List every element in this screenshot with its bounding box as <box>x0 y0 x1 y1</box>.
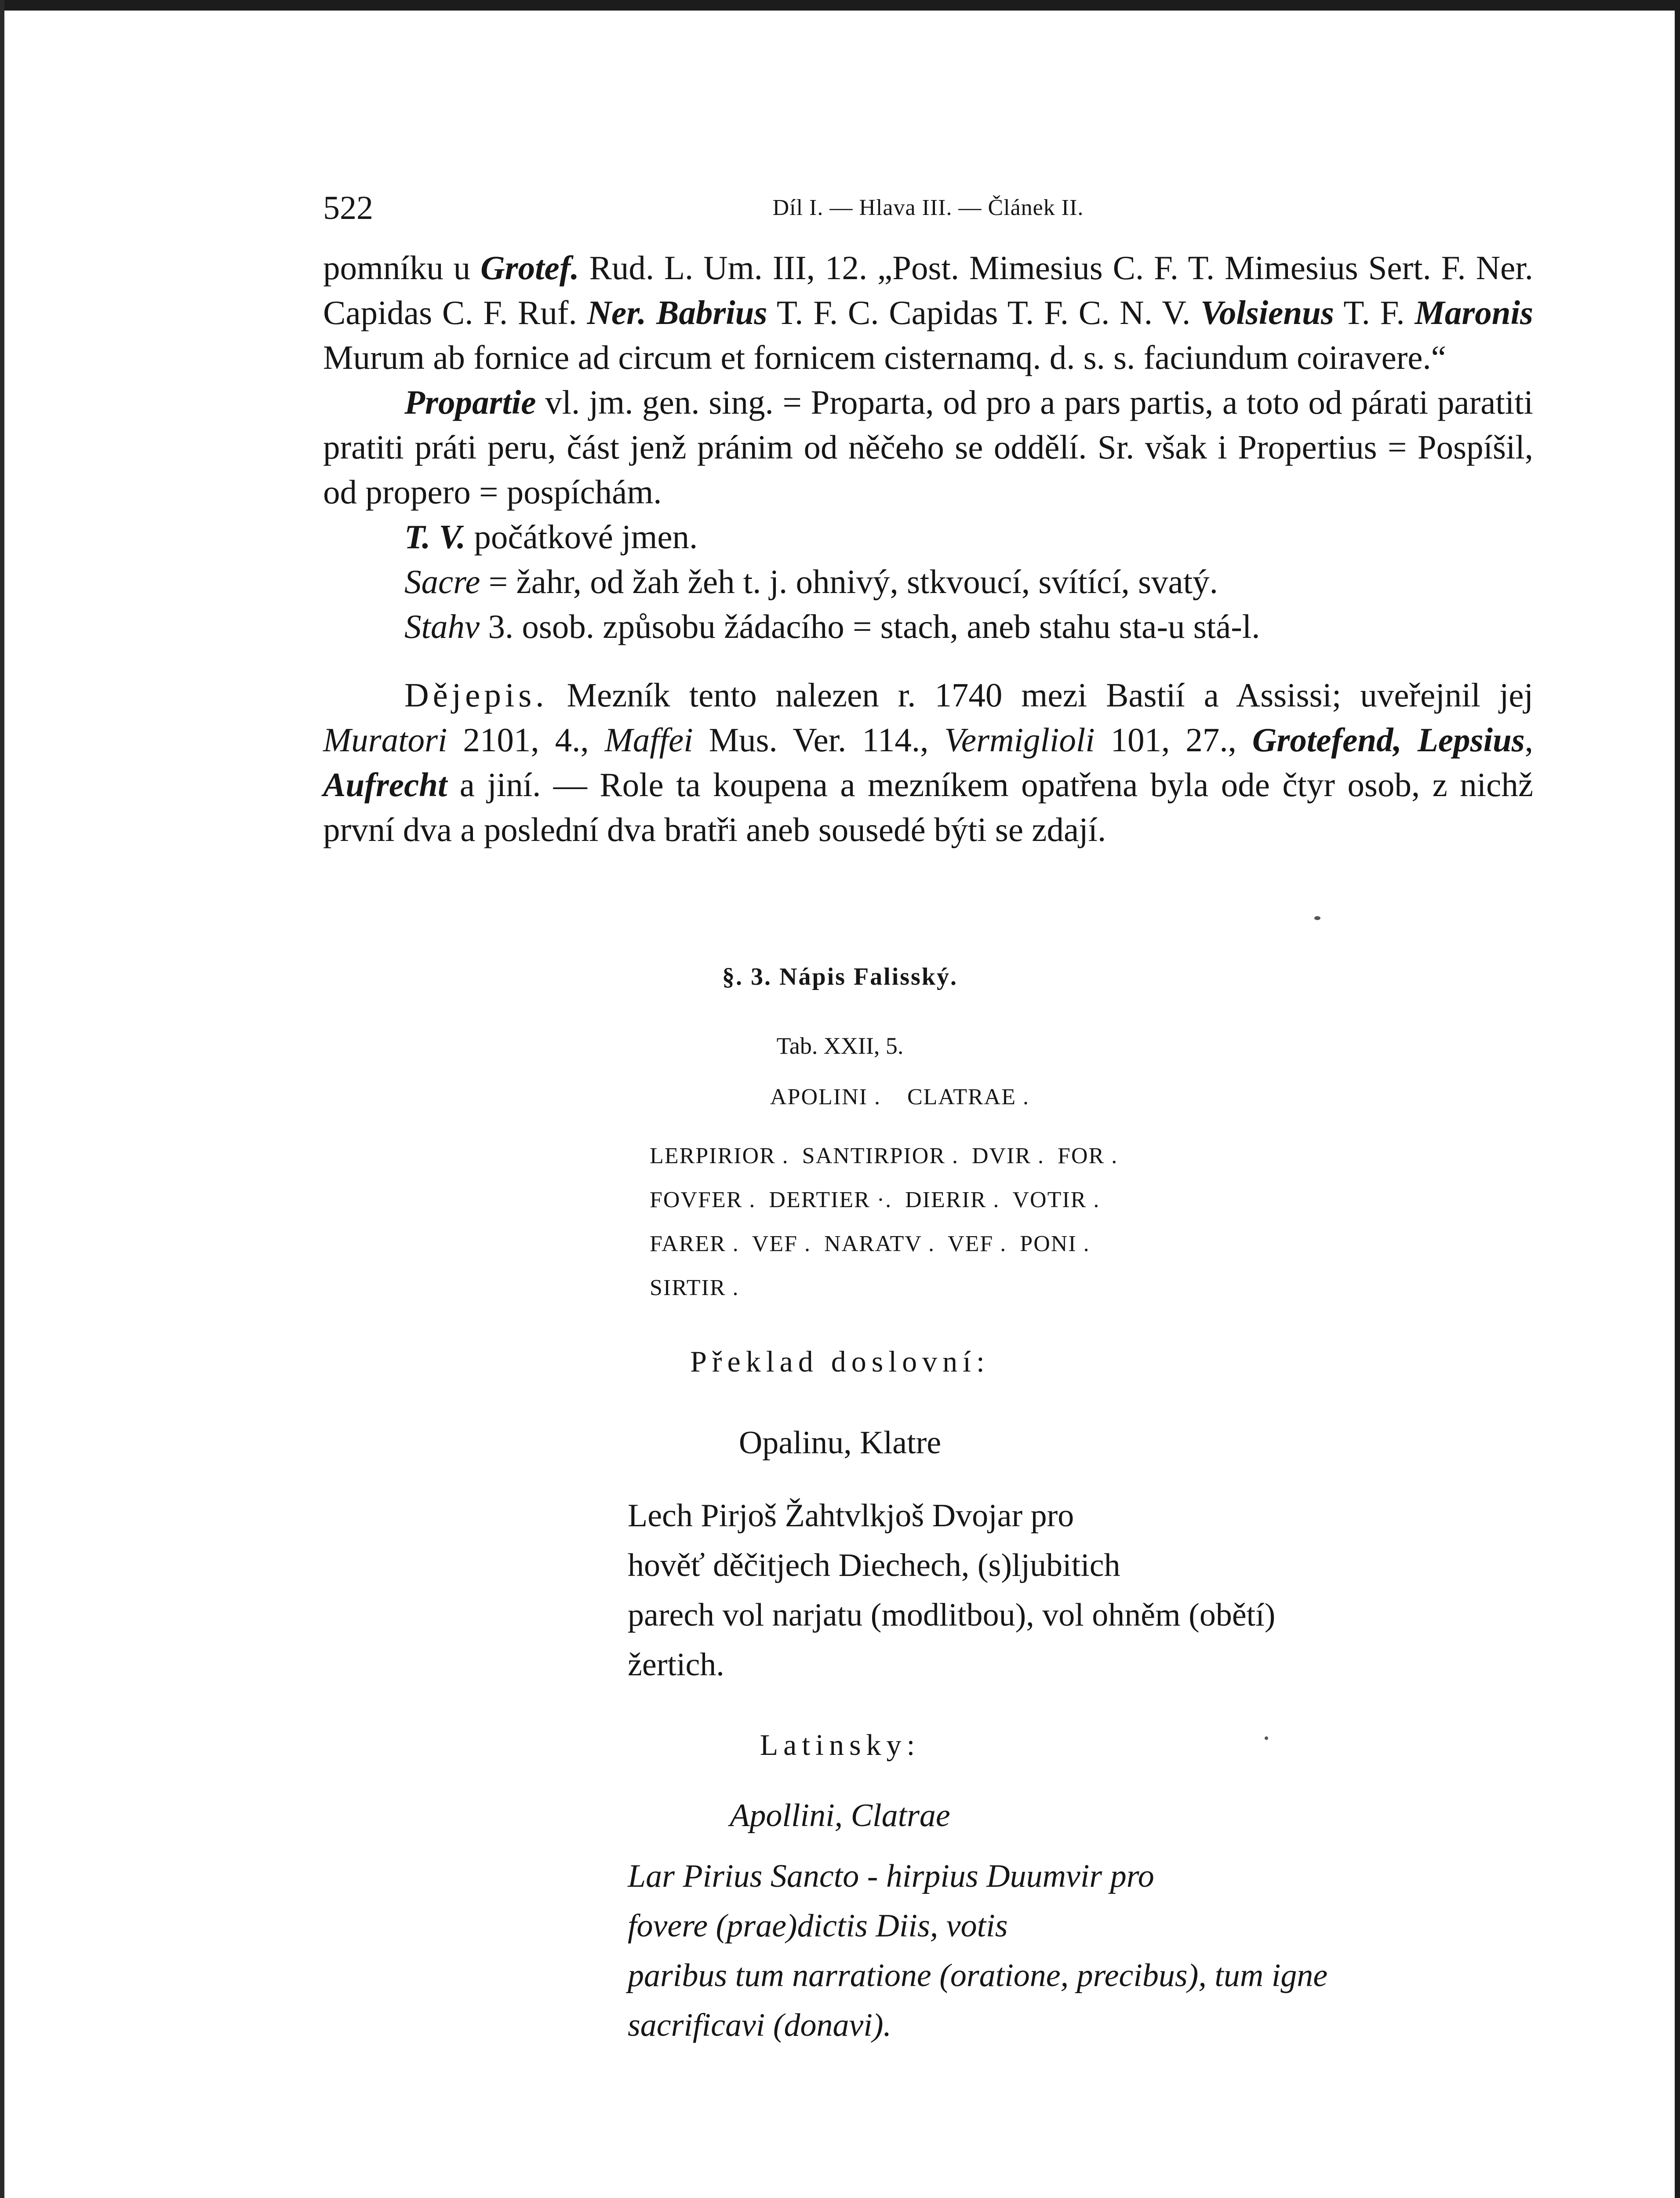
scan-border-left <box>0 0 4 2198</box>
text-run: Muratori <box>323 721 447 759</box>
text-run: T. V. <box>404 518 466 556</box>
text-run: Dějepis. <box>404 676 548 714</box>
paragraph-history <box>323 673 1533 852</box>
text-run: = žahr, od žah žeh t. j. ohnivý, stkvoucí, svítící, svatý. <box>480 563 1218 600</box>
text-run: Maffei <box>604 721 693 759</box>
text-line: FOVFER . DERTIER ·. DIERIR . VOTIR . <box>650 1187 1100 1212</box>
text-run: Grotefend, Lepsius <box>1252 721 1525 759</box>
text-run: Maronis <box>1415 294 1533 331</box>
text-run: Stahv <box>404 608 480 645</box>
text-run: a jiní. — Role ta koupena a mezníkem opatřena byla ode čtyr osob, z nichž první dva a poslední dva bratři aneb sousedé býti se zdají. <box>323 766 1533 848</box>
text-run: 2101, 4., <box>447 721 605 759</box>
text-line: paribus tum narratione (oratione, precibus), tum igne <box>628 1958 1328 1994</box>
paragraph-propartie <box>323 380 1533 514</box>
text-run: T. F. C. Capidas T. F. C. N. V. <box>767 294 1201 331</box>
text-run: Volsienus <box>1200 294 1334 331</box>
latin-heading: Latinsky: <box>760 1728 920 1761</box>
translation-title: Opalinu, Klatre <box>738 1425 942 1461</box>
text-run: , <box>1524 721 1533 759</box>
text-line: LERPIRIOR . SANTIRPIOR . DVIR . FOR . <box>650 1143 1118 1168</box>
text-run: Vermiglioli <box>944 721 1095 759</box>
body-text <box>323 245 1533 852</box>
text-run: Grotef. <box>480 249 579 287</box>
text-run: Sacre <box>404 563 480 600</box>
page-number: 522 <box>323 189 373 226</box>
text-run: Mezník tento nalezen r. 1740 mezi Bastií a Assissi; uveřejnil jej <box>548 676 1533 714</box>
text-line: parech vol narjatu (modlitbou), vol ohněm (obětí) <box>628 1597 1276 1633</box>
text-run: počátkové jmen. <box>465 518 698 556</box>
text-line: fovere (prae)dictis Diis, votis <box>628 1908 1008 1944</box>
table-reference: Tab. XXII, 5. <box>776 1033 904 1059</box>
text-run: pomníku u <box>323 249 481 287</box>
translation-block <box>628 1491 1275 1690</box>
latin-title: Apollini, Clatrae <box>730 1798 950 1834</box>
section-title: §. 3. Nápis Falisský. <box>722 963 958 990</box>
text-line: Lech Pirjoš Žahtvlkjoš Dvojar pro <box>628 1498 1074 1534</box>
inscription-first-line: APOLINI . CLATRAE . <box>770 1084 1029 1110</box>
text-line: FARER . VEF . NARATV . VEF . PONI . <box>650 1231 1090 1256</box>
text-run: Rud. L. Um. III, 12. „Post. Mimesius C. F. T. Mimesius Sert. F. Ner. Capidas C. F. Ruf. <box>323 249 1533 331</box>
text-line: sacrificavi (donavi). <box>628 2007 892 2043</box>
text-line: hověť děčitjech Diechech, (s)ljubitich <box>628 1547 1120 1583</box>
text-line: Lar Pirius Sancto - hirpius Duumvir pro <box>628 1858 1154 1894</box>
text-line: žertich. <box>628 1647 724 1683</box>
text-run: vl. jm. gen. sing. = Proparta, od pro a pars partis, a toto od párati paratiti pratiti práti peru, část jenž pránim od něčeho se oddělí. Sr. však i Propertius = Pospíšil, od propero = pospíchám. <box>323 383 1533 511</box>
text-line: SIRTIR . <box>650 1275 739 1300</box>
text-run: Mus. Ver. 114., <box>693 721 945 759</box>
paragraph-sacre <box>323 559 1533 604</box>
page-header <box>323 184 1533 232</box>
ink-speck <box>1314 916 1320 920</box>
text-run: Ner. Babrius <box>587 294 767 331</box>
latin-block <box>628 1852 1327 2050</box>
text-run: Murum ab fornice ad circum et fornicem cisternamq. d. s. s. faciundum coiravere.“ <box>323 338 1446 376</box>
paragraph-monument-text <box>323 245 1533 380</box>
scan-border-top <box>0 0 1680 11</box>
text-run: Aufrecht <box>323 766 447 804</box>
running-head: Díl I. — Hlava III. — Článek II. <box>772 195 1084 220</box>
text-run: T. F. <box>1334 294 1415 331</box>
inscription-block <box>650 1134 1118 1310</box>
translation-heading: Překlad doslovní: <box>690 1345 990 1378</box>
scan-border-right <box>1675 0 1680 2198</box>
paragraph-tv <box>323 514 1533 559</box>
text-run: Propartie <box>404 383 536 421</box>
text-run: 101, 27., <box>1095 721 1252 759</box>
text-run: 3. osob. způsobu žádacího = stach, aneb stahu sta-u stá-l. <box>480 608 1260 645</box>
paragraph-stahv <box>323 604 1533 649</box>
